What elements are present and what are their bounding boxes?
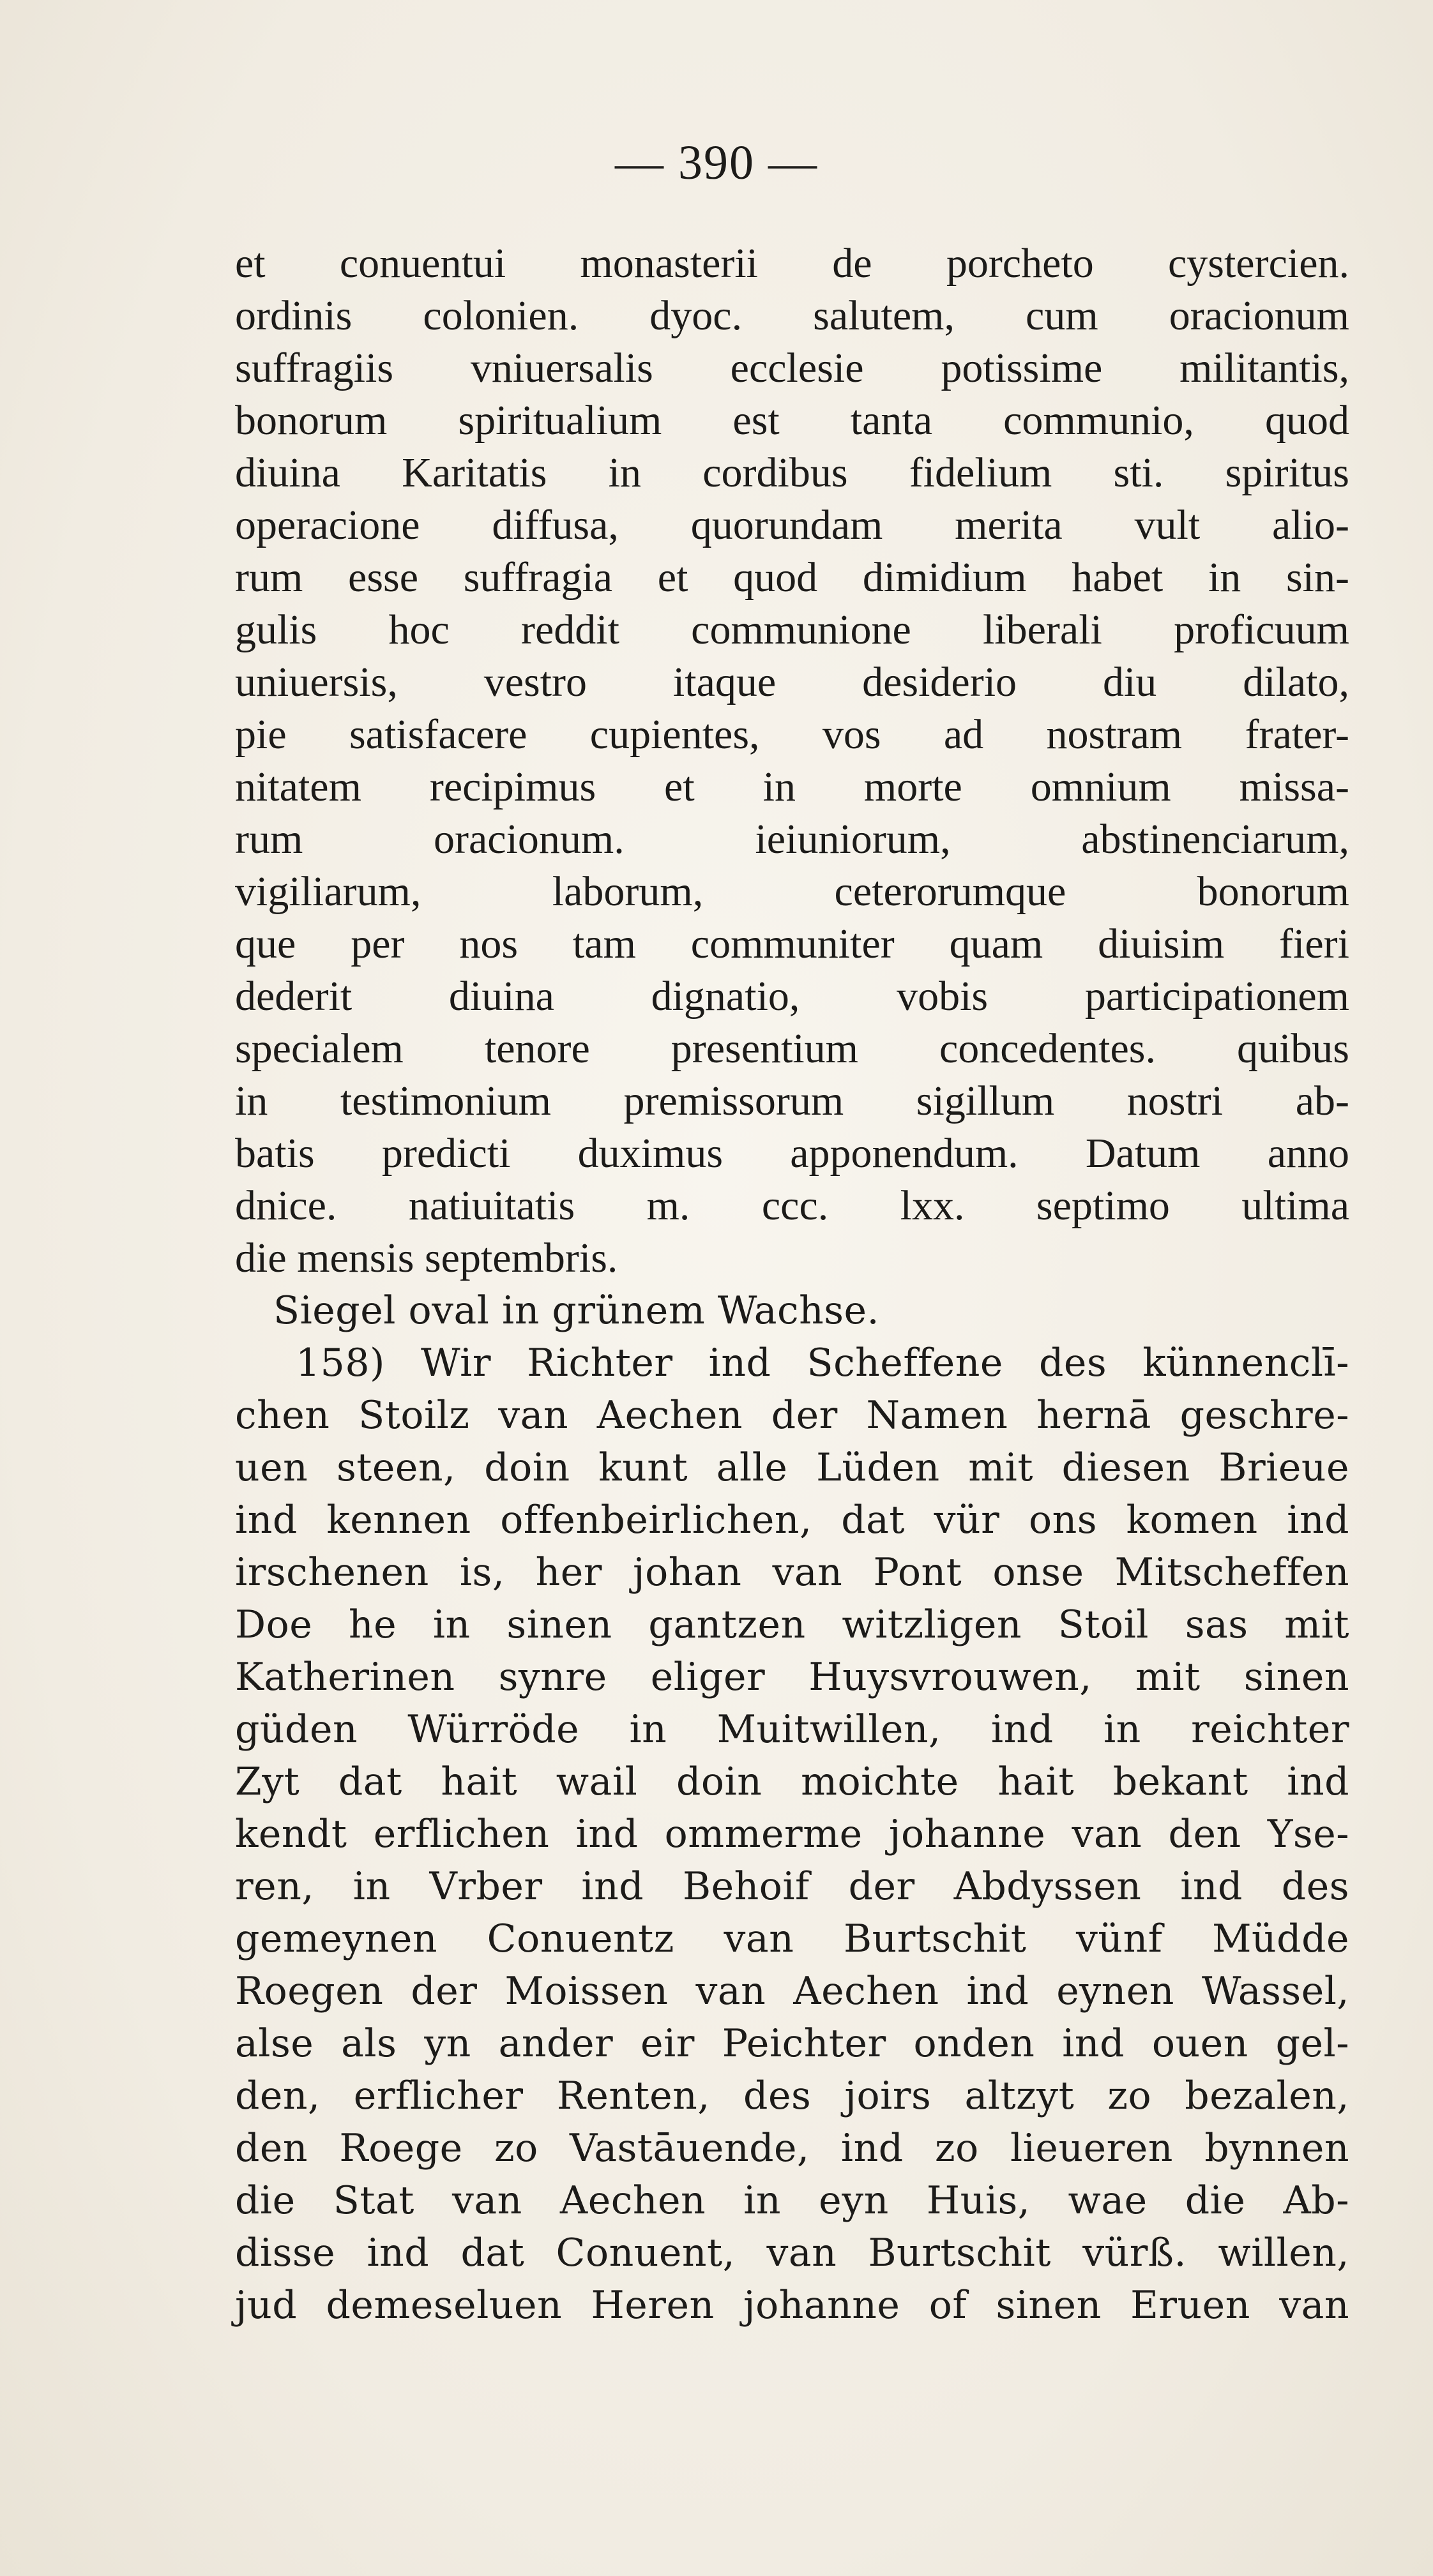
body-text bbox=[235, 237, 1349, 2331]
latin-line: die mensis septembris. bbox=[235, 1235, 618, 1281]
german-line: jud demeseluen Heren johanne of sinen Eruen van bbox=[235, 2283, 1349, 2328]
latin-line: que per nos tam communiter quam diuisim fieri bbox=[235, 921, 1349, 967]
german-line: Zyt dat hait wail doin moichte hait bekant ind bbox=[235, 1759, 1349, 1804]
latin-line: bonorum spiritualium est tanta communio, quod bbox=[235, 397, 1349, 444]
german-line: irschenen is, her johan van Pont onse Mitscheffen bbox=[235, 1550, 1349, 1595]
german-line: den, erflicher Renten, des joirs altzyt zo bezalen, bbox=[235, 2074, 1349, 2118]
latin-line: batis predicti duximus apponendum. Datum anno bbox=[235, 1130, 1349, 1177]
german-line: den Roege zo Vastāuende, ind zo lieueren bynnen bbox=[235, 2126, 1349, 2171]
german-line: ind kennen offenbeirlichen, dat vür ons komen ind bbox=[235, 1498, 1349, 1542]
german-line: Katherinen synre eliger Huysvrouwen, mit sinen bbox=[235, 1655, 1349, 1699]
latin-line: rum esse suffragia et quod dimidium habet in sin- bbox=[235, 554, 1349, 601]
latin-line: dnice. natiuitatis m. ccc. lxx. septimo ultima bbox=[235, 1182, 1349, 1229]
latin-line: diuina Karitatis in cordibus fidelium sti. spiritus bbox=[235, 449, 1349, 496]
latin-line: specialem tenore presentium concedentes. quibus bbox=[235, 1025, 1349, 1072]
latin-line: operacione diffusa, quorundam merita vult alio- bbox=[235, 502, 1349, 548]
latin-line: gulis hoc reddit communione liberali proficuum bbox=[235, 606, 1349, 653]
seal-note-line: Siegel oval in grünem Wachse. bbox=[273, 1288, 880, 1333]
german-line: güden Würröde in Muitwillen, ind in reichter bbox=[235, 1707, 1349, 1752]
german-line: Doe he in sinen gantzen witzligen Stoil sas mit bbox=[235, 1602, 1349, 1647]
latin-line: in testimonium premissorum sigillum nostri ab- bbox=[235, 1078, 1349, 1124]
german-line: alse als yn ander eir Peichter onden ind ouen gel- bbox=[235, 2021, 1349, 2066]
german-line: 158) Wir Richter ind Scheffene des künnenclī- bbox=[296, 1341, 1349, 1385]
page-number: — 390 — bbox=[615, 136, 818, 190]
latin-line: et conuentui monasterii de porcheto cystercien. bbox=[235, 240, 1349, 287]
german-line: disse ind dat Conuent, van Burtschit vürß. willen, bbox=[235, 2231, 1349, 2275]
german-line: Roegen der Moissen van Aechen ind eynen Wassel, bbox=[235, 1969, 1349, 2014]
german-line: ren, in Vrber ind Behoif der Abdyssen ind des bbox=[235, 1864, 1349, 1909]
german-line: kendt erflichen ind ommerme johanne van den Yse- bbox=[235, 1812, 1349, 1857]
latin-line: rum oracionum. ieiuniorum, abstinenciarum, bbox=[235, 816, 1349, 862]
latin-line: suffragiis vniuersalis ecclesie potissime militantis, bbox=[235, 345, 1349, 391]
german-line: die Stat van Aechen in eyn Huis, wae die Ab- bbox=[235, 2178, 1349, 2223]
latin-line: nitatem recipimus et in morte omnium missa- bbox=[235, 764, 1349, 810]
latin-line: uniuersis, vestro itaque desiderio diu dilato, bbox=[235, 659, 1349, 705]
latin-line: vigiliarum, laborum, ceterorumque bonorum bbox=[235, 868, 1349, 915]
latin-line: dederit diuina dignatio, vobis participationem bbox=[235, 973, 1349, 1020]
latin-line: pie satisfacere cupientes, vos ad nostram frater- bbox=[235, 711, 1349, 758]
latin-line: ordinis colonien. dyoc. salutem, cum oracionum bbox=[235, 292, 1349, 339]
german-line: gemeynen Conuentz van Burtschit vünf Müdde bbox=[235, 1917, 1349, 1961]
german-line: chen Stoilz van Aechen der Namen hernā geschre- bbox=[235, 1393, 1349, 1438]
german-line: uen steen, doin kunt alle Lüden mit diesen Brieue bbox=[235, 1445, 1349, 1490]
